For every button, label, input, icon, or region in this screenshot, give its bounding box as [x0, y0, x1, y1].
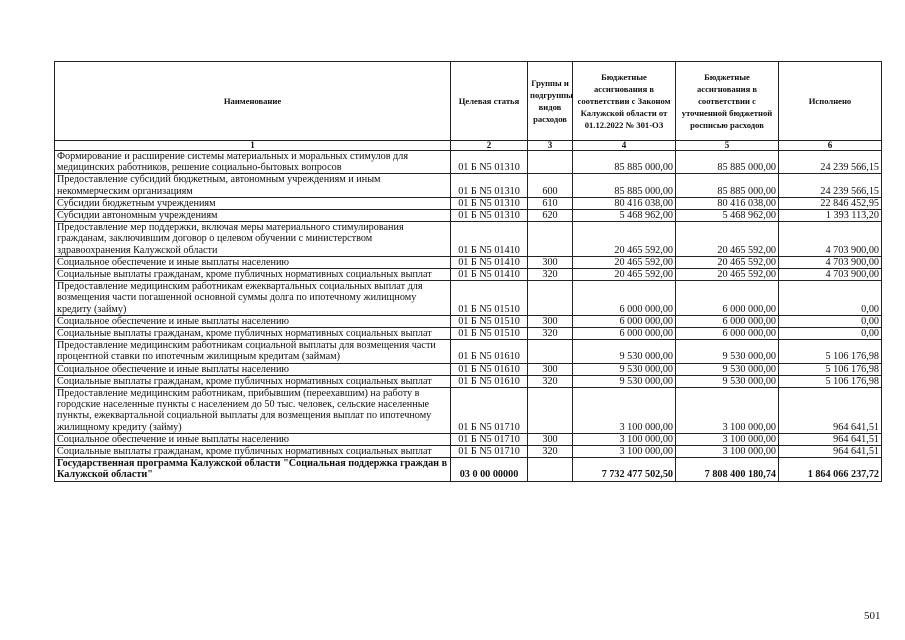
- column-number: 3: [528, 141, 573, 151]
- row-executed-amount: 964 641,51: [779, 388, 882, 434]
- table-row: [55, 315, 882, 327]
- row-law-amount: 7 732 477 502,50: [573, 458, 676, 481]
- row-executed-amount: 0,00: [779, 315, 882, 327]
- row-name: Предоставление мер поддержки, включая меры материального стимулирования гражданам, заключившим договор о целевом обучении с министерством здравоохранения Калужской области: [55, 222, 451, 257]
- row-law-amount: 20 465 592,00: [573, 222, 676, 257]
- row-law-amount: 3 100 000,00: [573, 388, 676, 434]
- row-name: Социальное обеспечение и иные выплаты населению: [55, 315, 451, 327]
- row-target-code: 01 Б N5 01310: [451, 174, 528, 197]
- row-executed-amount: 1 864 066 237,72: [779, 458, 882, 481]
- table-row: [55, 340, 882, 363]
- row-executed-amount: 4 703 900,00: [779, 269, 882, 281]
- row-law-amount: 20 465 592,00: [573, 256, 676, 268]
- row-executed-amount: 5 106 176,98: [779, 363, 882, 375]
- row-name: Формирование и расширение системы материальных и моральных стимулов для медицинских работников, решение социально-бытовых вопросов: [55, 151, 451, 174]
- row-target-code: 01 Б N5 01710: [451, 433, 528, 445]
- row-name: Социальное обеспечение и иные выплаты населению: [55, 256, 451, 268]
- table-row: [55, 256, 882, 268]
- row-group-code: 300: [528, 433, 573, 445]
- table-row: [55, 197, 882, 209]
- table-row: [55, 363, 882, 375]
- row-target-code: 01 Б N5 01310: [451, 197, 528, 209]
- row-budget-amount: 5 468 962,00: [676, 210, 779, 222]
- table-row: [55, 210, 882, 222]
- row-target-code: 01 Б N5 01410: [451, 256, 528, 268]
- row-budget-amount: 6 000 000,00: [676, 315, 779, 327]
- row-budget-amount: 3 100 000,00: [676, 388, 779, 434]
- row-name: Социальное обеспечение и иные выплаты населению: [55, 363, 451, 375]
- row-group-code: [528, 151, 573, 174]
- row-executed-amount: 24 239 566,15: [779, 151, 882, 174]
- row-law-amount: 9 530 000,00: [573, 340, 676, 363]
- row-target-code: 01 Б N5 01610: [451, 375, 528, 387]
- row-group-code: [528, 281, 573, 316]
- row-budget-amount: 20 465 592,00: [676, 256, 779, 268]
- row-budget-amount: 7 808 400 180,74: [676, 458, 779, 481]
- table-row: [55, 174, 882, 197]
- row-target-code: 01 Б N5 01710: [451, 446, 528, 458]
- row-group-code: 300: [528, 363, 573, 375]
- row-executed-amount: 24 239 566,15: [779, 174, 882, 197]
- row-budget-amount: 6 000 000,00: [676, 328, 779, 340]
- row-target-code: 01 Б N5 01510: [451, 315, 528, 327]
- row-target-code: 01 Б N5 01410: [451, 269, 528, 281]
- row-law-amount: 6 000 000,00: [573, 315, 676, 327]
- row-target-code: 01 Б N5 01310: [451, 210, 528, 222]
- row-executed-amount: 22 846 452,95: [779, 197, 882, 209]
- table-row: [55, 269, 882, 281]
- row-group-code: 300: [528, 315, 573, 327]
- row-name: Предоставление субсидий бюджетным, автономным учреждениям и иным некоммерческим организациям: [55, 174, 451, 197]
- table-row: [55, 458, 882, 481]
- row-budget-amount: 3 100 000,00: [676, 433, 779, 445]
- row-name: Субсидии бюджетным учреждениям: [55, 197, 451, 209]
- row-executed-amount: 4 703 900,00: [779, 256, 882, 268]
- row-group-code: 320: [528, 269, 573, 281]
- row-group-code: 320: [528, 328, 573, 340]
- row-name: Социальное обеспечение и иные выплаты населению: [55, 433, 451, 445]
- row-budget-amount: 20 465 592,00: [676, 222, 779, 257]
- row-budget-amount: 9 530 000,00: [676, 363, 779, 375]
- row-name: Социальные выплаты гражданам, кроме публичных нормативных социальных выплат: [55, 375, 451, 387]
- row-budget-amount: 3 100 000,00: [676, 446, 779, 458]
- row-name: Предоставление медицинским работникам социальной выплаты для возмещения части процентной ставки по ипотечным жилищным кредитам (займам): [55, 340, 451, 363]
- table-row: [55, 151, 882, 174]
- row-name: Предоставление медицинским работникам, прибывшим (переехавшим) на работу в городские населенные пункты с населением до 50 тыс. человек, сельские населенные пункты, ежеквартальной социальной выплаты для возмещения выплат по ипотечному жилищному кредиту (займу): [55, 388, 451, 434]
- row-target-code: 01 Б N5 01410: [451, 222, 528, 257]
- row-law-amount: 5 468 962,00: [573, 210, 676, 222]
- row-name: Предоставление медицинским работникам ежеквартальных социальных выплат для возмещения части погашенной основной суммы долга по ипотечному жилищному кредиту (займу): [55, 281, 451, 316]
- row-executed-amount: 4 703 900,00: [779, 222, 882, 257]
- header-target: Целевая статья: [451, 62, 528, 141]
- column-number: 5: [676, 141, 779, 151]
- table-row: [55, 388, 882, 434]
- page-number: 501: [864, 610, 881, 622]
- row-target-code: 01 Б N5 01610: [451, 340, 528, 363]
- row-target-code: 03 0 00 00000: [451, 458, 528, 481]
- table-row: [55, 375, 882, 387]
- row-group-code: 300: [528, 256, 573, 268]
- column-number: 6: [779, 141, 882, 151]
- row-group-code: [528, 458, 573, 481]
- row-target-code: 01 Б N5 01710: [451, 388, 528, 434]
- table-row: [55, 281, 882, 316]
- row-executed-amount: 0,00: [779, 281, 882, 316]
- header-name: Наименование: [55, 62, 451, 141]
- row-target-code: 01 Б N5 01310: [451, 151, 528, 174]
- row-name: Социальные выплаты гражданам, кроме публичных нормативных социальных выплат: [55, 446, 451, 458]
- table-row: [55, 433, 882, 445]
- column-number: 4: [573, 141, 676, 151]
- row-law-amount: 6 000 000,00: [573, 328, 676, 340]
- row-executed-amount: 1 393 113,20: [779, 210, 882, 222]
- row-executed-amount: 0,00: [779, 328, 882, 340]
- row-budget-amount: 85 885 000,00: [676, 151, 779, 174]
- column-number-row: [55, 141, 882, 151]
- row-law-amount: 85 885 000,00: [573, 151, 676, 174]
- table-row: [55, 446, 882, 458]
- row-group-code: [528, 388, 573, 434]
- header-law: Бюджетные ассигнования в соответствии с Законом Калужской области от 01.12.2022 № 301-ОЗ: [573, 62, 676, 141]
- table-body: [55, 151, 882, 482]
- row-budget-amount: 6 000 000,00: [676, 281, 779, 316]
- row-target-code: 01 Б N5 01610: [451, 363, 528, 375]
- row-target-code: 01 Б N5 01510: [451, 281, 528, 316]
- column-number: 2: [451, 141, 528, 151]
- row-budget-amount: 9 530 000,00: [676, 340, 779, 363]
- row-group-code: 320: [528, 446, 573, 458]
- row-group-code: [528, 222, 573, 257]
- row-group-code: 620: [528, 210, 573, 222]
- row-law-amount: 9 530 000,00: [573, 375, 676, 387]
- row-law-amount: 6 000 000,00: [573, 281, 676, 316]
- header-groups: Группы и подгруппы видов расходов: [528, 62, 573, 141]
- budget-table: [54, 61, 882, 482]
- row-executed-amount: 964 641,51: [779, 446, 882, 458]
- header-budget: Бюджетные ассигнования в соответствии с уточненной бюджетной росписью расходов: [676, 62, 779, 141]
- row-law-amount: 80 416 038,00: [573, 197, 676, 209]
- row-executed-amount: 5 106 176,98: [779, 340, 882, 363]
- row-name: Социальные выплаты гражданам, кроме публичных нормативных социальных выплат: [55, 328, 451, 340]
- row-budget-amount: 9 530 000,00: [676, 375, 779, 387]
- header-row: [55, 62, 882, 141]
- column-number: 1: [55, 141, 451, 151]
- row-law-amount: 85 885 000,00: [573, 174, 676, 197]
- header-executed: Исполнено: [779, 62, 882, 141]
- row-name: Государственная программа Калужской области "Социальная поддержка граждан в Калужской области": [55, 458, 451, 481]
- row-name: Субсидии автономным учреждениям: [55, 210, 451, 222]
- row-name: Социальные выплаты гражданам, кроме публичных нормативных социальных выплат: [55, 269, 451, 281]
- row-law-amount: 3 100 000,00: [573, 446, 676, 458]
- row-executed-amount: 964 641,51: [779, 433, 882, 445]
- table-row: [55, 328, 882, 340]
- table-row: [55, 222, 882, 257]
- row-law-amount: 20 465 592,00: [573, 269, 676, 281]
- row-group-code: [528, 340, 573, 363]
- row-group-code: 320: [528, 375, 573, 387]
- row-group-code: 610: [528, 197, 573, 209]
- row-budget-amount: 80 416 038,00: [676, 197, 779, 209]
- row-executed-amount: 5 106 176,98: [779, 375, 882, 387]
- row-group-code: 600: [528, 174, 573, 197]
- row-budget-amount: 85 885 000,00: [676, 174, 779, 197]
- row-target-code: 01 Б N5 01510: [451, 328, 528, 340]
- row-law-amount: 3 100 000,00: [573, 433, 676, 445]
- row-budget-amount: 20 465 592,00: [676, 269, 779, 281]
- row-law-amount: 9 530 000,00: [573, 363, 676, 375]
